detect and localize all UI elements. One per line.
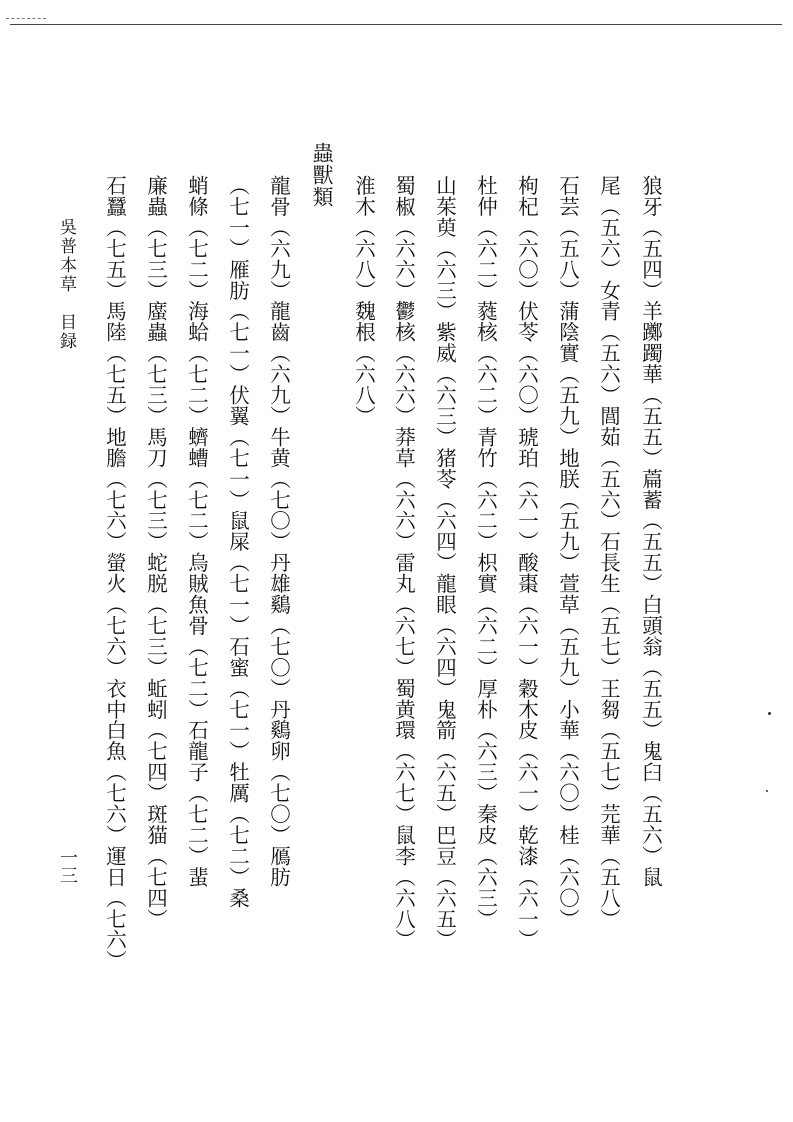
scan-speck	[768, 712, 771, 715]
toc-column-5: 杜仲（六二）蕤核（六二）青竹（六二）枳實（六二）厚朴（六三）秦皮（六三）	[473, 175, 498, 930]
toc-column-13: 石蠶（七五）馬陸（七五）地膽（七六）螢火（七六）衣中白魚（七六）運日（七六）	[102, 175, 127, 972]
toc-column-3: 石芸（五八）蒲陰實（五九）地朕（五九）萱草（五九）小華（六〇）桂（六〇）	[555, 175, 580, 930]
toc-column-9: 龍骨（六九）龍齒（六九）牛黄（七〇）丹雄鷄（七〇）丹鷄卵（七〇）鴈肪	[266, 175, 291, 888]
toc-column-12: 廉蟲（七三）䗪蟲（七三）馬刀（七三）蛇脱（七三）蚯蚓（七四）斑猫（七四）	[143, 175, 168, 930]
section-heading: 蟲獸類	[310, 142, 334, 208]
page-number: 一三	[57, 848, 78, 884]
running-footer: 吳普本草 目録	[56, 218, 76, 351]
toc-column-6: 山茱萸（六三）紫威（六三）猪苓（六四）龍眼（六四）鬼箭（六五）巴豆（六五）	[432, 175, 457, 951]
toc-column-7: 蜀椒（六六）鬱核（六六）莽草（六六）雷丸（六七）蜀黄環（六七）鼠李（六八）	[391, 175, 416, 951]
toc-column-4: 枸杞（六〇）伏苓（六〇）琥珀（六一）酸棗（六一）穀木皮（六一）乾漆（六一）	[514, 175, 539, 951]
toc-column-1: 狼牙（五四）羊躑躅華（五五）萹蓄（五五）白頭翁（五五）鬼臼（五六）鼠	[638, 175, 663, 888]
toc-column-10: （七一）雁肪（七一）伏翼（七一）鼠屎（七一）石蜜（七一）牡厲（七二）桑	[225, 175, 250, 909]
top-rule	[10, 24, 782, 25]
top-edge-mark	[6, 18, 46, 19]
toc-column-2: 尾（五六）女青（五六）閭茹（五六）石長生（五七）王芻（五七）芫華（五八）	[596, 175, 621, 930]
scan-speck	[766, 790, 768, 792]
toc-column-11: 蛸條（七二）海蛤（七二）蠐螬（七二）烏賊魚骨（七二）石龍子（七二）蜚	[184, 175, 209, 888]
toc-column-8: 淮木（六八）魏根（六八）	[351, 175, 376, 427]
